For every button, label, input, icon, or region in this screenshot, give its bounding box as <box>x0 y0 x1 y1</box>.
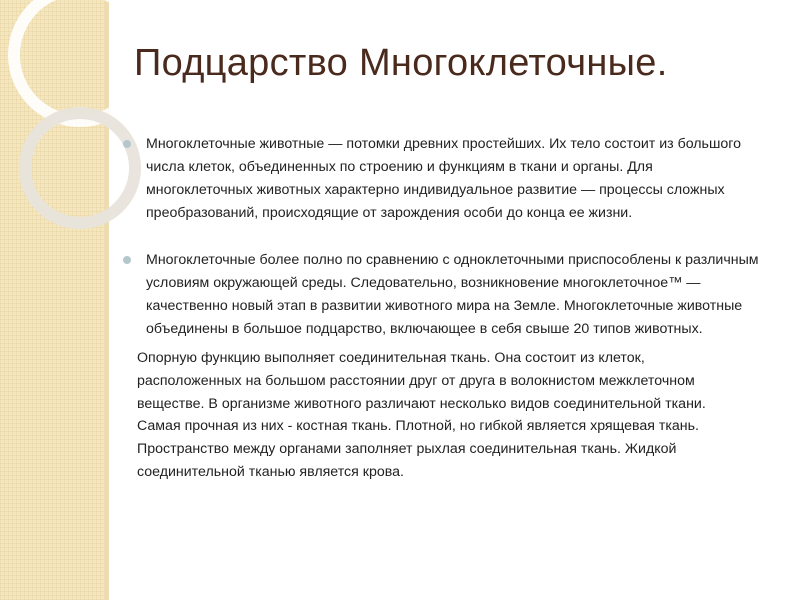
bullet-text: Многоклеточные более полно по сравнению с одноклеточными приспособлены к различным условиям окружающей среды. Следовательно, возникновение многоклеточное™ — качественно новый этап в развитии животного мира на Земле. Многоклеточные животные объединены в большое подцарство, включающее в себя свыше 20 типов животных. <box>146 252 759 337</box>
slide-content <box>120 133 760 484</box>
bullet-text: Многоклеточные животные — потомки древних простейших. Их тело состоит из большого числа клеток, объединенных по строению и функциям в ткани и органы. Для многоклеточных животных характерно индивидуальное развитие — процессы сложных преобразований, происходящие от зарождения особи до конца ее жизни. <box>146 136 741 221</box>
bullet-item <box>120 249 760 341</box>
large-ring <box>14 0 146 121</box>
bullet-dot-icon <box>123 256 131 264</box>
bullet-dot-icon <box>123 140 131 148</box>
small-ring <box>25 113 135 223</box>
bullet-item <box>120 133 760 225</box>
slide-title: Подцарство Многоклеточные. <box>134 42 668 84</box>
body-paragraph: Опорную функцию выполняет соединительная ткань. Она состоит из клеток, расположенных на большом расстоянии друг от друга в волокнистом межклеточном веществе. В организме животного различают несколько видов соединительной ткани. Самая прочная из них - костная ткань. Плотной, но гибкой является хрящевая ткань. Пространство между органами заполняет рыхлая соединительная ткань. Жидкой соединительной тканью является крова. <box>137 350 706 480</box>
